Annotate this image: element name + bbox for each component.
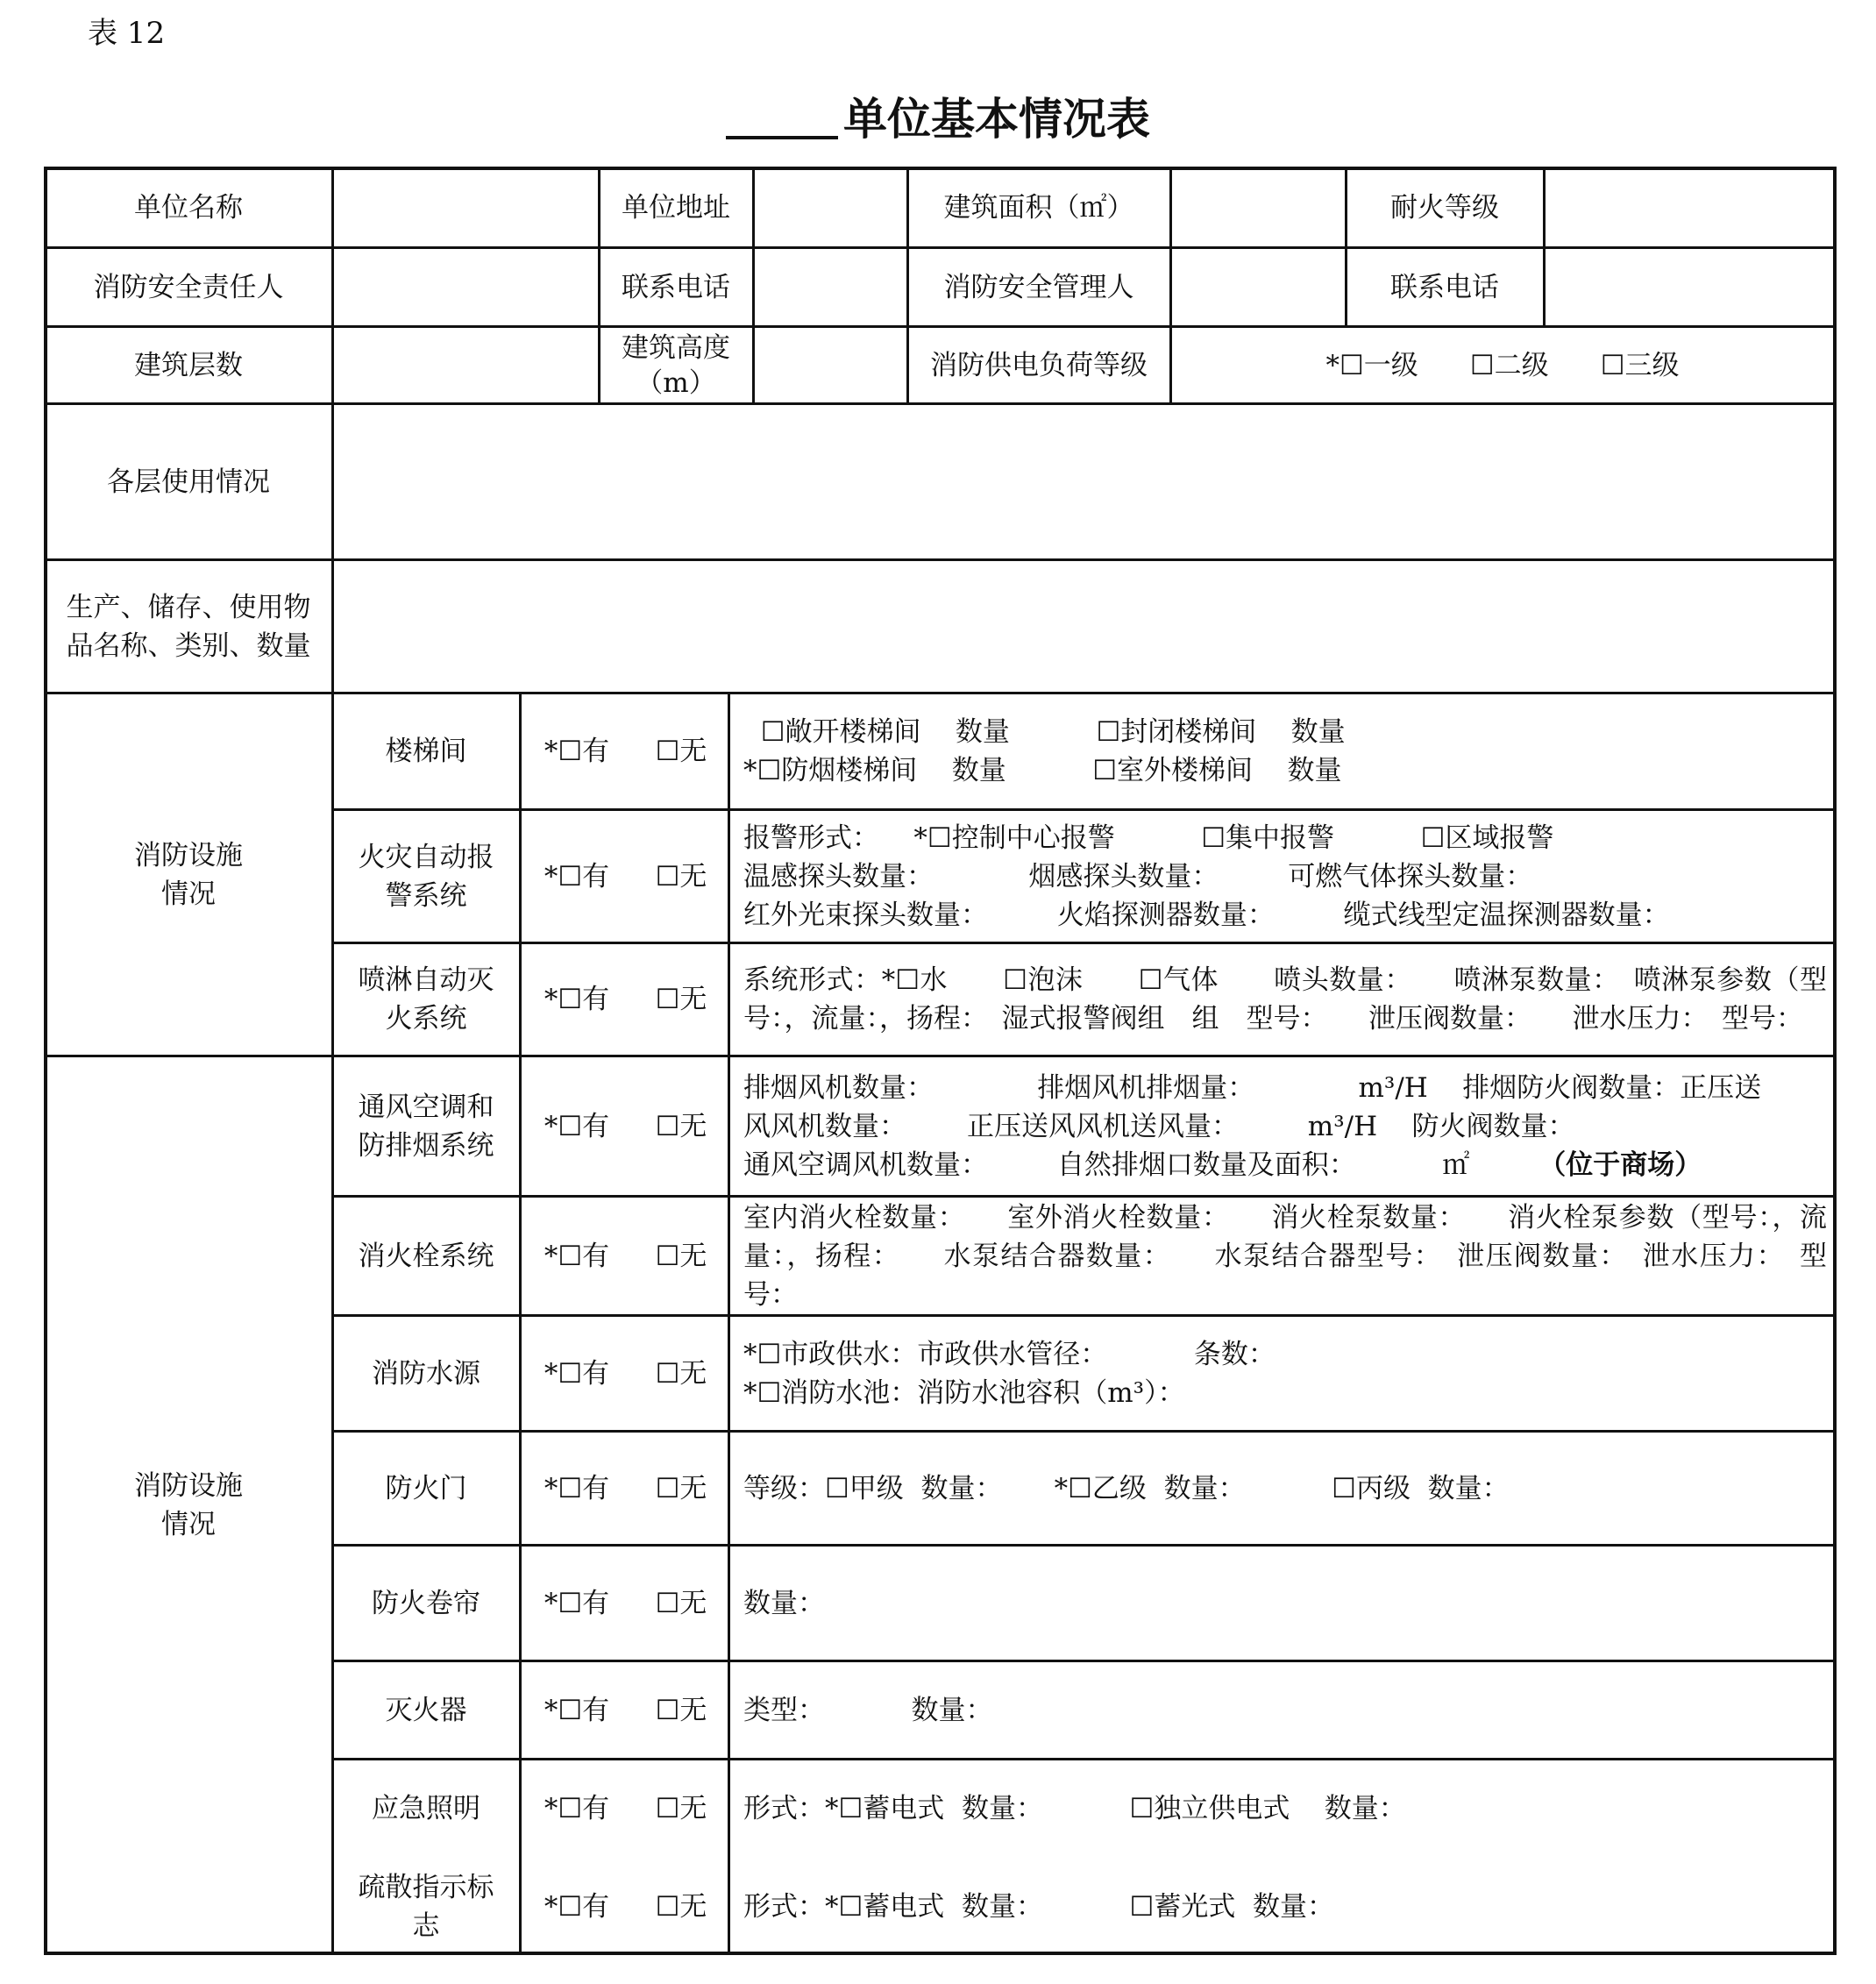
facility-no-checkbox[interactable]: ☐无 [655,1472,707,1504]
floors-label: 建筑层数 [134,350,243,381]
height-label-line-2: （m） [636,367,716,399]
unit-address-label: 单位地址 [622,192,730,224]
materials-label [46,561,331,693]
fire-rating-field[interactable] [1545,168,1834,247]
facility-details-line: 红外光束探头数量： 火焰探测器数量： 缆式线型定温探测器数量： [743,899,1670,931]
facility-name-line: 楼梯间 [385,736,467,767]
facility-no-checkbox[interactable]: ☐无 [655,1110,707,1142]
facility-note: （位于商场） [1538,1148,1702,1181]
facility-name-line: 应急照明 [372,1792,480,1824]
facility-details-line: 形式：*☐蓄电式 数量： ☐蓄光式 数量： [743,1890,1335,1923]
facility-yes-checkbox[interactable]: *☐有 [544,736,610,767]
table-number: 表 12 [88,16,166,51]
facilities-section-label-2-line-1: 消防设施 [134,1470,243,1502]
facility-details-line: 数量： [743,1587,825,1619]
facility-no-checkbox[interactable]: ☐无 [655,736,707,767]
facility-name-line: 灭火器 [385,1694,467,1726]
facility-details-line: ☐敞开楼梯间 数量 ☐封闭楼梯间 数量 [743,716,1346,748]
facility-name-line: 喷淋自动灭 [358,964,494,996]
facility-yes-checkbox[interactable]: *☐有 [544,1792,610,1824]
facility-details-line: 风风机数量： 正压送风风机送风量： m³/H 防火阀数量： [743,1110,1575,1142]
facility-name-line: 火系统 [385,1003,467,1035]
facility-details-line: 通风空调风机数量： 自然排烟口数量及面积： ㎡ （位于商场） [743,1148,1702,1181]
facility-details[interactable] [743,694,1827,808]
facility-no-checkbox[interactable]: ☐无 [655,1694,707,1726]
facility-name-line: 火灾自动报 [358,841,494,873]
facility-details-line: 报警形式： *☐控制中心报警 ☐集中报警 ☐区域报警 [743,821,1554,854]
facility-name [334,1433,518,1544]
facility-yes-checkbox[interactable]: *☐有 [544,860,610,892]
facility-yes-checkbox[interactable]: *☐有 [544,1890,610,1923]
safety-manager-field[interactable] [1171,249,1345,326]
column-rule [519,693,522,1955]
materials-label-line-1: 生产、储存、使用物 [66,592,311,623]
facility-details-line: *☐防烟楼梯间 数量 ☐室外楼梯间 数量 [743,755,1342,786]
phone-field-2[interactable] [1545,249,1834,326]
facility-details[interactable] [743,1662,1827,1758]
building-area-field[interactable] [1171,168,1345,247]
facility-name-line: 志 [412,1909,440,1942]
phone-label-1: 联系电话 [622,272,730,303]
facility-yes-checkbox[interactable]: *☐有 [544,984,610,1015]
facility-name [334,694,518,808]
floor-usage-field[interactable] [333,405,1834,559]
facility-details-line: 等级：☐甲级 数量： *☐乙级 数量： ☐丙级 数量： [743,1472,1510,1504]
facility-details-line: *☐市政供水：市政供水管径： 条数： [743,1338,1276,1370]
page-title [0,84,1876,147]
facilities-section-label-1-line-1: 消防设施 [134,840,243,871]
facility-yes-checkbox[interactable]: *☐有 [544,1357,610,1390]
unit-name-field[interactable] [333,168,598,247]
facility-details-text: 室内消火栓数量： 室外消火栓数量： 消火栓泵数量： 消火栓泵参数（型号：，流量：，扬程： 水泵结合器数量： 水泵结合器型号： 泄压阀数量： 泄水压力： 型号： [743,1201,1827,1311]
facility-name-line: 防火门 [385,1472,467,1504]
facility-name [334,1317,518,1430]
column-rule [728,693,730,1955]
facility-details-line: *☐消防水池：消防水池容积（m³）： [743,1376,1185,1409]
materials-label-line-2: 品名称、类别、数量 [66,630,311,662]
fire-rating-label: 耐火等级 [1390,192,1499,224]
facility-details[interactable] [743,1547,1827,1660]
facility-details-line: 类型： 数量： [743,1694,993,1726]
facility-name-line: 警系统 [385,879,467,912]
facility-name [334,944,518,1055]
title-text: 单位基本情况表 [843,94,1150,145]
floors-field[interactable] [333,328,598,403]
facility-details-line: 排烟风机数量： 排烟风机排烟量： m³/H 排烟防火阀数量：正压送 [743,1071,1762,1104]
facility-details[interactable] [743,1198,1827,1314]
facility-no-checkbox[interactable]: ☐无 [655,1890,707,1923]
facility-yes-checkbox[interactable]: *☐有 [544,1110,610,1142]
facility-name [334,811,518,942]
facility-name [334,1198,518,1314]
facility-details[interactable] [743,811,1827,942]
facility-name [334,1859,518,1954]
height-label-line-1: 建筑高度 [622,332,730,364]
facility-details[interactable] [743,1057,1827,1195]
height-field[interactable] [754,328,906,403]
facility-name-line: 通风空调和 [358,1091,494,1123]
facility-no-checkbox[interactable]: ☐无 [655,1587,707,1619]
facility-details-line: 温感探头数量： 烟感探头数量： 可燃气体探头数量： [743,860,1533,892]
facility-no-checkbox[interactable]: ☐无 [655,984,707,1015]
unit-name-label: 单位名称 [134,192,243,224]
facility-name-line: 防火卷帘 [372,1587,480,1619]
facilities-section-label-2-line-2: 情况 [161,1509,216,1540]
building-area-label: 建筑面积（㎡） [943,192,1134,224]
floor-usage-label: 各层使用情况 [107,466,270,498]
safety-manager-label: 消防安全管理人 [943,272,1134,303]
safety-responsible-label: 消防安全责任人 [93,272,284,303]
facility-details[interactable] [743,1760,1827,1856]
safety-responsible-field[interactable] [333,249,598,326]
facility-yes-checkbox[interactable]: *☐有 [544,1472,610,1504]
facility-no-checkbox[interactable]: ☐无 [655,1240,707,1272]
phone-label-2: 联系电话 [1390,272,1499,303]
facility-name [334,1547,518,1660]
facility-name-line: 消火栓系统 [358,1240,494,1272]
facility-name-line: 消防水源 [372,1357,480,1390]
facility-yes-checkbox[interactable]: *☐有 [544,1240,610,1272]
facility-name-line: 疏散指示标 [358,1871,494,1903]
facility-details-text: 系统形式：*☐水 ☐泡沫 ☐气体 喷头数量： 喷淋泵数量： 喷淋泵参数（型号：，流量：，扬程： 湿式报警阀组 组 型号： 泄压阀数量： 泄水压力： 型号： [743,964,1827,1035]
facility-details[interactable] [743,1859,1827,1954]
power-load-options[interactable]: *☐一级 ☐二级 ☐三级 [1325,350,1680,381]
power-load-label: 消防供电负荷等级 [930,350,1148,381]
facility-name [334,1057,518,1195]
facility-no-checkbox[interactable]: ☐无 [655,860,707,892]
facility-details[interactable] [743,1433,1827,1544]
facility-name-line: 防排烟系统 [358,1129,494,1162]
facilities-section-label-2 [46,1057,331,1953]
facility-details[interactable] [743,944,1827,1055]
unit-address-field[interactable] [754,168,906,247]
height-label [600,328,752,403]
facilities-section-label-1 [46,694,331,1056]
facilities-section-label-1-line-2: 情况 [161,878,216,910]
facility-name [334,1760,518,1856]
facility-details-line: 形式：*☐蓄电式 数量： ☐独立供电式 数量： [743,1792,1406,1824]
facility-details[interactable] [743,1317,1827,1430]
facility-yes-checkbox[interactable]: *☐有 [544,1694,610,1726]
facility-no-checkbox[interactable]: ☐无 [655,1357,707,1390]
facility-name [334,1662,518,1758]
phone-field-1[interactable] [754,249,906,326]
title-blank-line[interactable] [726,97,838,139]
materials-field[interactable] [333,561,1834,693]
facility-no-checkbox[interactable]: ☐无 [655,1792,707,1824]
facility-yes-checkbox[interactable]: *☐有 [544,1587,610,1619]
